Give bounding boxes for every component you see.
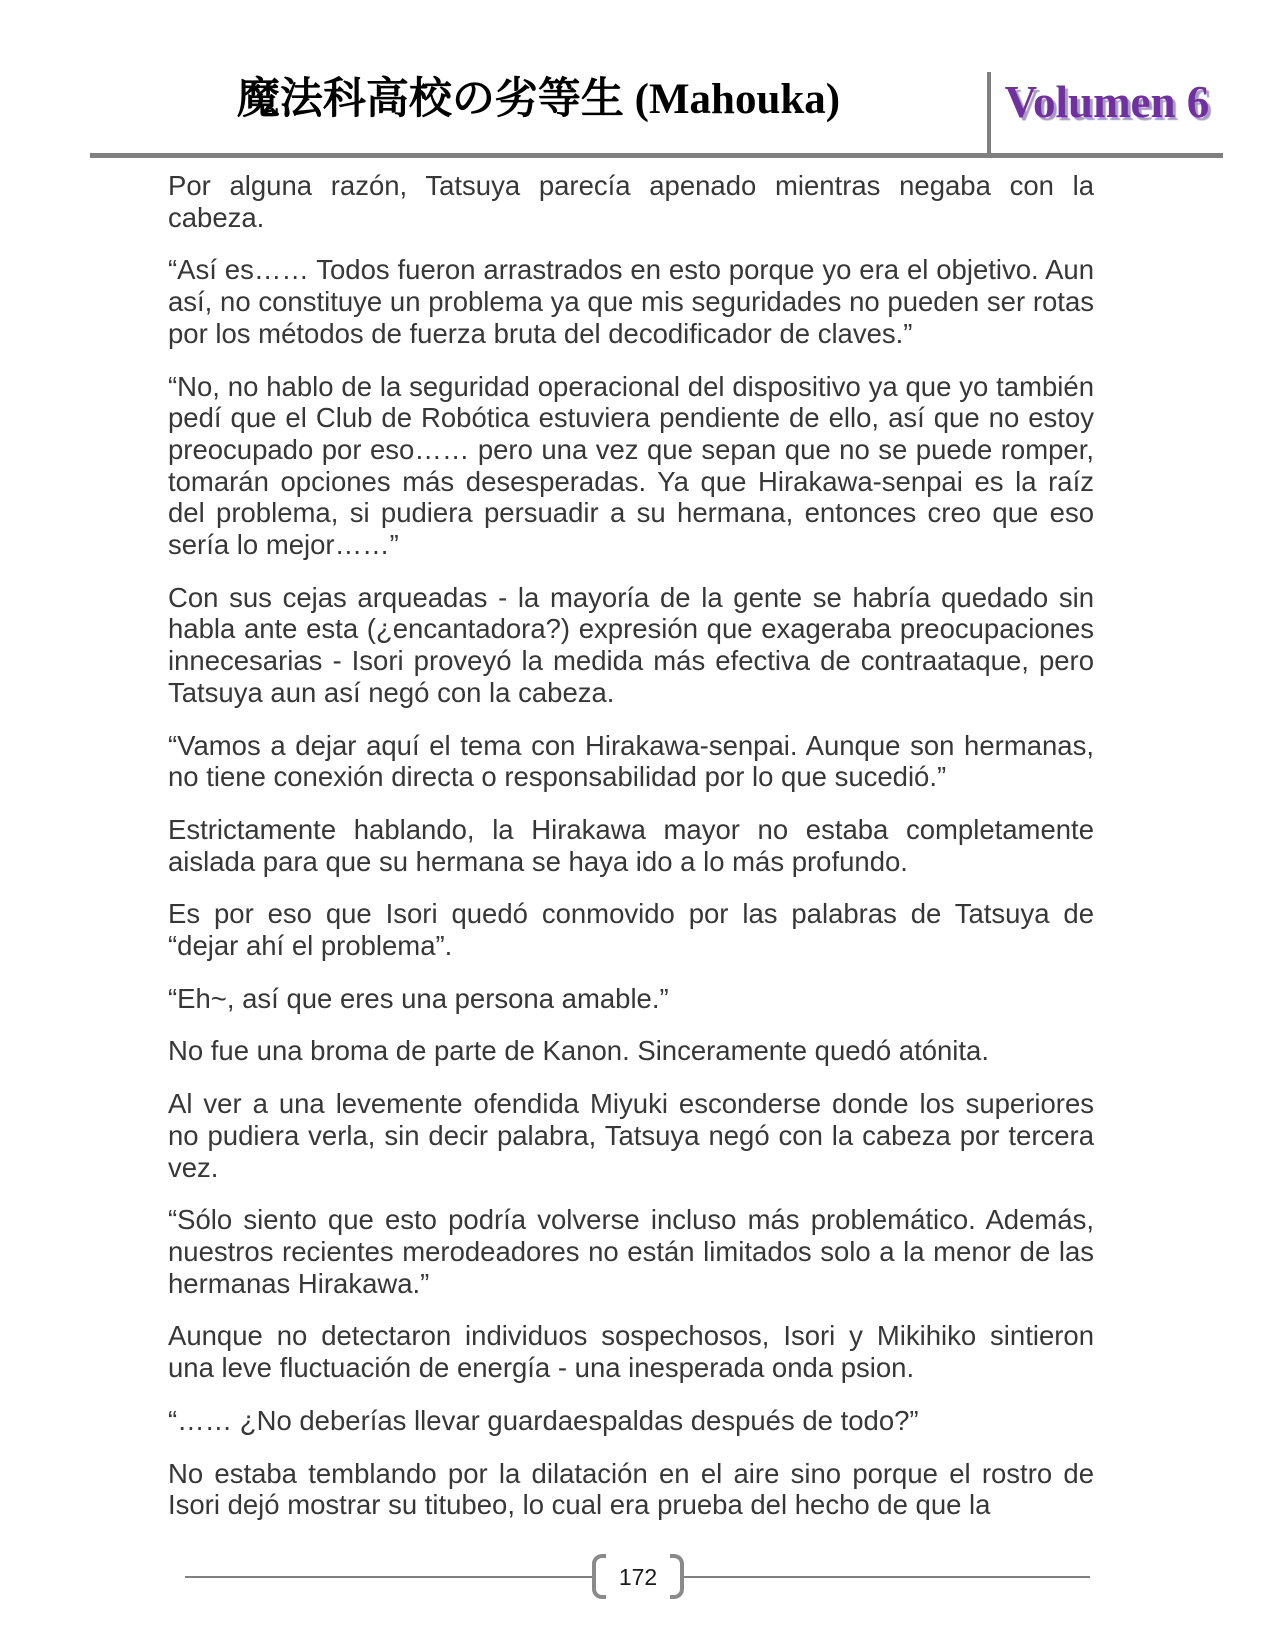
- paragraph: “Así es…… Todos fueron arrastrados en esto porque yo era el objetivo. Aun así, no constituye un problema ya que mis seguridades no pueden ser rotas por los métodos de fuerza bruta del decodificador de claves.”: [168, 254, 1094, 349]
- paragraph: “Vamos a dejar aquí el tema con Hirakawa-senpai. Aunque son hermanas, no tiene conexión directa o responsabilidad por lo que sucedió.”: [168, 729, 1094, 793]
- paragraph: Con sus cejas arqueadas - la mayoría de la gente se habría quedado sin habla ante esta (¿encantadora?) expresión que exageraba preocupaciones innecesarias - Isori proveyó la medida más efectiva de contraataque, pero Tatsuya aun así negó con la cabeza.: [168, 581, 1094, 708]
- paragraph: “No, no hablo de la seguridad operacional del dispositivo ya que yo también pedí que el Club de Robótica estuviera pendiente de ello, así que no estoy preocupado por eso…… pero una vez que sepan que no se puede romper, tomarán opciones más desesperadas. Ya que Hirakawa-senpai es la raíz del problema, si pudiera persuadir a su hermana, entonces creo que eso sería lo mejor……”: [168, 370, 1094, 561]
- footer-rule-right: [684, 1576, 1090, 1578]
- paragraph: No fue una broma de parte de Kanon. Sinceramente quedó atónita.: [168, 1035, 989, 1067]
- page-header-title: 魔法科高校の劣等生 (Mahouka): [236, 76, 841, 123]
- paragraph: “…… ¿No deberías llevar guardaespaldas después de todo?”: [168, 1404, 919, 1436]
- footer-right-bracket: [670, 1554, 684, 1599]
- paragraph: Aunque no detectaron individuos sospechosos, Isori y Mikihiko sintieron una leve fluctuación de energía - una inesperada onda psion.: [168, 1320, 1094, 1384]
- paragraph: “Eh~, así que eres una persona amable.”: [168, 982, 669, 1014]
- paragraph: “Sólo siento que esto podría volverse incluso más problemático. Además, nuestros recientes merodeadores no están limitados solo a la menor de las hermanas Hirakawa.”: [168, 1204, 1094, 1299]
- footer-rule-left: [185, 1576, 592, 1578]
- paragraph: Es por eso que Isori quedó conmovido por las palabras de Tatsuya de “dejar ahí el problema”.: [168, 898, 1094, 962]
- header-horizontal-rule: [90, 153, 1223, 158]
- paragraph: Estrictamente hablando, la Hirakawa mayor no estaba completamente aislada para que su hermana se haya ido a lo más profundo.: [168, 813, 1094, 877]
- footer-left-bracket: [592, 1554, 606, 1599]
- paragraph: Por alguna razón, Tatsuya parecía apenado mientras negaba con la cabeza.: [168, 170, 1094, 233]
- paragraph: Al ver a una levemente ofendida Miyuki esconderse donde los superiores no pudiera verla, sin decir palabra, Tatsuya negó con la cabeza por tercera vez.: [168, 1088, 1094, 1183]
- volume-label: Volumen 6: [1004, 77, 1210, 127]
- paragraph: No estaba temblando por la dilatación en el aire sino porque el rostro de Isori dejó mostrar su titubeo, lo cual era prueba del hecho de que la: [168, 1457, 1094, 1521]
- page-number: 172: [618, 1564, 658, 1590]
- body-text-column: [168, 170, 1094, 1542]
